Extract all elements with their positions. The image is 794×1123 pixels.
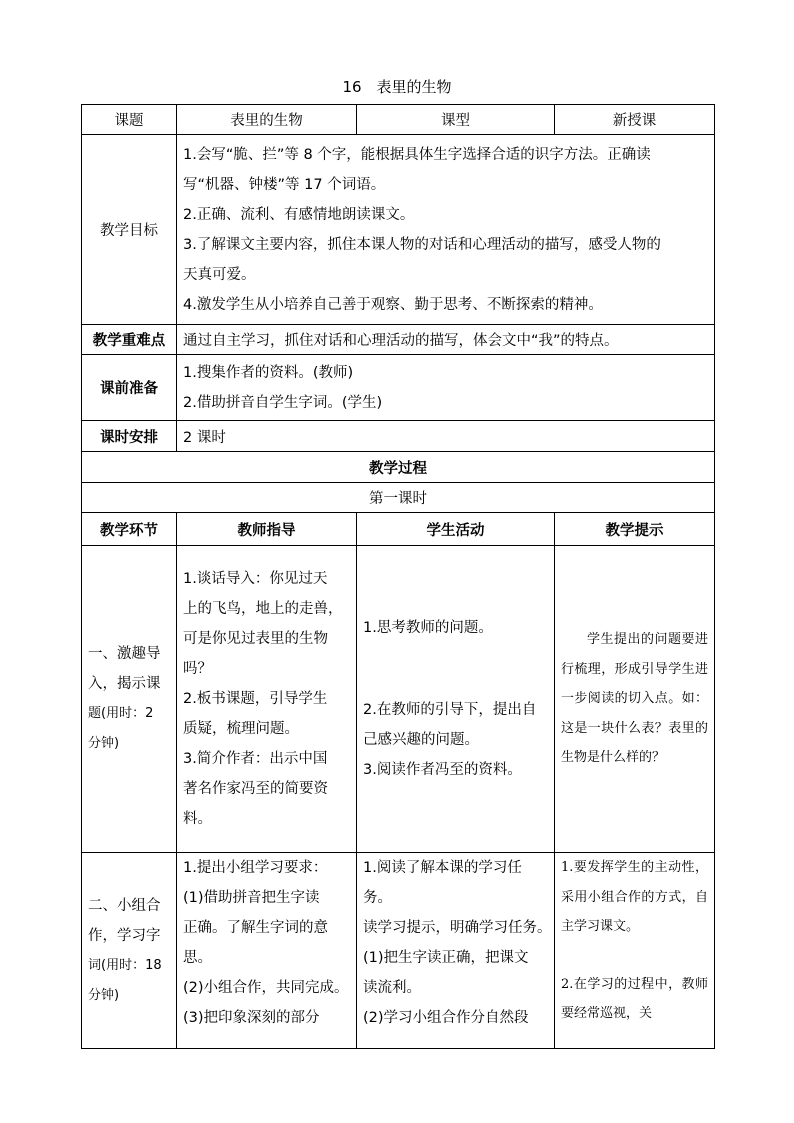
preparation-row [82,355,715,421]
key-points-label: 教学重难点 [82,325,177,355]
student-line: 1.阅读了解本课的学习任 [363,860,522,876]
preparation-line: 1.搜集作者的资料。(教师) [183,364,354,381]
column-header: 教学提示 [555,513,715,546]
lesson-plan-table [81,104,715,1049]
stage-name-line: 词(用时：18 [88,957,162,973]
student-line: 读学习提示，明确学习任务。 [363,920,552,936]
teacher-line: 吗？ [183,661,212,677]
header-row [82,105,715,135]
schedule-label: 课时安排 [82,421,177,452]
stage-name-line: 一、激趣导 [88,646,161,662]
stage-name [82,546,177,853]
column-header: 教师指导 [177,513,357,546]
goal-line: 1.会写“脆、拦”等 8 个字，能根据具体生字选择合适的识字方法。正确读 [183,146,651,163]
preparation-line: 2.借助拼音自学生字词。(学生) [183,394,383,411]
student-line: 3.阅读作者冯至的资料。 [363,762,522,778]
stage-name-line: 分钟) [88,987,120,1003]
student-line: (1)把生字读正确，把课文 [363,950,529,966]
key-points-value: 通过自主学习，抓住对话和心理活动的描写，体会文中“我”的特点。 [177,325,715,355]
teacher-line: 3.简介作者：出示中国 [183,751,328,767]
teacher-line: 料。 [183,811,212,827]
column-header-row [82,513,715,546]
teacher-line: 思。 [183,950,212,966]
goal-line: 2.正确、流利、有感情地朗读课文。 [183,206,415,223]
stage-name-line: 二、小组合 [88,897,161,914]
teaching-hint [555,546,715,853]
teacher-guidance [177,853,357,1049]
teacher-line: 正确。了解生字词的意 [183,920,328,936]
teacher-line: 2.板书课题，引导学生 [183,691,328,707]
teacher-line: 上的飞鸟，地上的走兽， [183,601,343,617]
key-points-row [82,325,715,355]
hint-text: 1.要发挥学生的主动性，采用小组合作的方式，自主学习课文。 [561,860,708,934]
teacher-line: 著名作家冯至的简要资 [183,781,328,797]
goal-line: 天真可爱。 [183,266,256,283]
spacer [363,643,548,695]
column-header: 教学环节 [82,513,177,546]
goal-line: 4.激发学生从小培养自己善于观察、勤于思考、不断探索的精神。 [183,296,603,313]
hint-text: 2.在学习的过程中，教师要经常巡视，关 [561,976,708,1021]
student-line: (2)学习小组合作分自然段 [363,1010,529,1026]
goals-row [82,135,715,325]
stage-name-line: 作，学习字 [88,927,161,944]
stage-name-line: 分钟) [88,736,120,751]
topic-value: 表里的生物 [177,105,357,135]
stage-name [82,853,177,1049]
hint-text: 学生提出的问题要进行梳理，形成引导学生进一步阅读的切入点。如：这是一块什么表？表里的生物是什么样的？ [561,632,708,766]
preparation-label: 课前准备 [82,355,177,421]
student-line: 2.在教师的引导下，提出自 [363,702,537,718]
schedule-value: 2 课时 [177,421,715,452]
teacher-line: 1.谈话导入：你见过天 [183,571,328,587]
student-activity [357,853,555,1049]
teacher-line: 1.提出小组学习要求： [183,860,328,876]
teacher-guidance [177,546,357,853]
period-title-row [82,483,715,513]
topic-label: 课题 [82,105,177,135]
student-line: 读流利。 [363,980,421,996]
process-title-row [82,452,715,483]
type-label: 课型 [357,105,555,135]
column-header: 学生活动 [357,513,555,546]
teacher-line: (1)借助拼音把生字读 [183,890,320,906]
student-line: 己感兴趣的问题。 [363,732,479,748]
process-title: 教学过程 [82,452,715,483]
stage-row [82,546,715,853]
goals-content [177,135,715,325]
page-title: 16 表里的生物 [342,78,452,96]
student-line: 1.思考教师的问题。 [363,620,493,636]
teacher-line: 可是你见过表里的生物 [183,631,328,647]
teacher-line: 质疑，梳理问题。 [183,721,299,737]
student-activity [357,546,555,853]
stage-name-line: 入，揭示课 [88,676,161,692]
goal-line: 写“机器、钟楼”等 17 个词语。 [183,176,386,193]
preparation-content [177,355,715,421]
stage-name-line: 题(用时：2 [88,706,154,721]
type-value: 新授课 [555,105,715,135]
period-title: 第一课时 [82,483,715,513]
goal-line: 3.了解课文主要内容，抓住本课人物的对话和心理活动的描写，感受人物的 [183,236,661,253]
spacer [561,942,708,970]
teaching-hint [555,853,715,1049]
teacher-line: (3)把印象深刻的部分 [183,1010,320,1026]
teacher-line: (2)小组合作，共同完成。 [183,980,349,996]
goals-label: 教学目标 [82,135,177,325]
student-line: 务。 [363,890,392,906]
stage-row [82,853,715,1049]
schedule-row [82,421,715,452]
